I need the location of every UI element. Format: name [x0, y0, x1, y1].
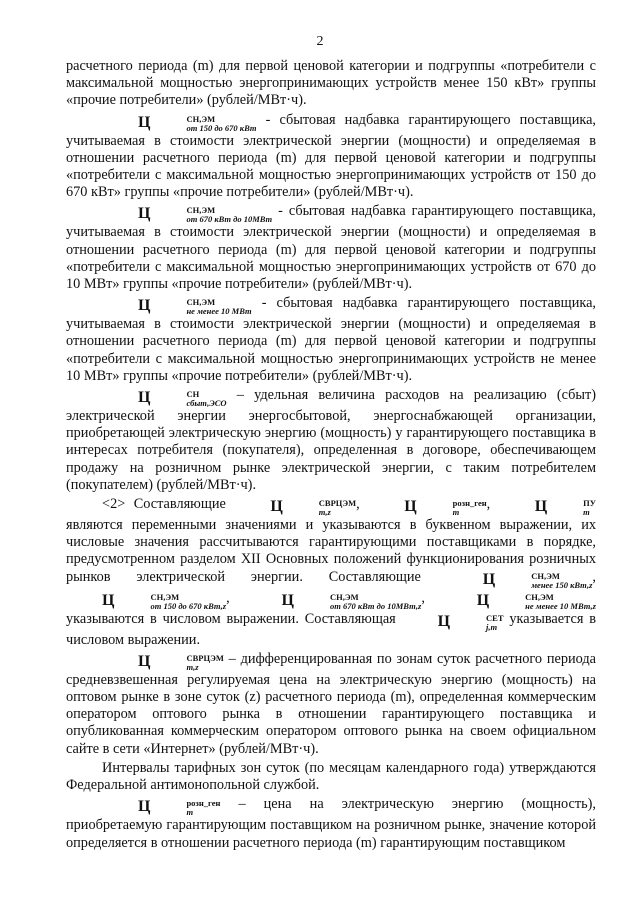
symbol-base: Ц	[534, 498, 548, 516]
symbol-superscript: СН,ЭМ	[531, 570, 560, 581]
symbol-superscript: розн_ген	[186, 798, 221, 809]
symbol-subscript: менее 150 кВт,z	[531, 579, 593, 590]
formula-symbol-2	[102, 206, 272, 224]
separator-comma: ,	[356, 496, 369, 513]
symbol-subscript: m,z	[186, 661, 199, 672]
symbol-subscript: j,m	[486, 621, 498, 632]
paragraph-7-text: Интервалы тарифных зон суток (по месяцам календарного года) утверждаются Федеральной антимонопольной службой.	[66, 759, 596, 794]
page-number: 2	[316, 34, 324, 49]
symbol-base: Ц	[138, 297, 151, 315]
symbol-subscript: сбыт,ЭСО	[186, 398, 227, 409]
separator-comma: ,	[592, 568, 596, 585]
symbol-superscript: СВРЦЭМ	[186, 652, 224, 663]
separator-comma: ,	[226, 589, 246, 606]
formula-symbol-5a	[234, 499, 356, 517]
paragraph-2-text: - сбытовая надбавка гарантирующего поставщика, учитываемая в стоимости электрической энергии (мощности) и определяемая в отношении расчетного периода (m) для первой ценовой категории и подгруппы «потребители с максимальной мощностью энергопринимающих устройств от 670 до 10 МВт» группы «прочие потребители» (рублей/МВт·ч).	[66, 203, 596, 293]
paragraph-1	[66, 112, 596, 202]
symbol-base: Ц	[138, 205, 151, 223]
formula-symbol-5c	[499, 499, 596, 517]
paragraph-3-text: - сбытовая надбавка гарантирующего поставщика, учитываемая в стоимости электрической энергии (мощности) и определяемая в отношении расчетного периода (m) для первой ценовой категории и подгруппы «потребители с максимальной мощностью энергопринимающих устройств не менее 10 МВт» группы «прочие потребители» (рублей/МВт·ч).	[66, 295, 596, 384]
symbol-base: Ц	[138, 113, 151, 131]
paragraph-5-footnote	[66, 496, 596, 649]
paragraph-6	[66, 651, 596, 758]
paragraph-0-text: расчетного периода (m) для первой ценовой категории и подгруппы «потребители с максимальной мощностью энергопринимающих устройств менее 150 кВт» группы «прочие потребители» (рублей/МВт·ч).	[66, 58, 596, 109]
formula-symbol-8	[102, 799, 220, 817]
symbol-superscript: СН,ЭМ	[186, 205, 216, 216]
symbol-subscript: m	[186, 807, 194, 818]
formula-symbol-5d	[447, 572, 593, 590]
symbol-superscript: СН,ЭМ	[329, 591, 359, 602]
symbol-superscript: СН,ЭМ	[150, 591, 180, 602]
formula-symbol-5b	[368, 499, 486, 517]
paragraph-4-text: – удельная величина расходов на реализацию (сбыт) электрической энергии энергосбытовой, энергоснабжающей организации, приобретающей электрическую энергию (мощность) у гарантирующего поставщика в интересах потребителя (покупателя), определенная в договоре, обеспечивающем продажу на розничном рынке электрической энергии, с таким потребителем (покупателем) (рублей/МВт·ч).	[66, 387, 596, 493]
symbol-base: Ц	[437, 612, 451, 630]
symbol-subscript: от 670 кВт до 10МВт	[186, 214, 273, 225]
formula-symbol-3	[102, 298, 252, 316]
paragraph-8	[66, 796, 596, 851]
paragraph-5-text-b: являются переменными значениями и указываются в буквенном выражении, их числовые значения рассчитываются гарантирующими поставщиками в порядке, предусмотренном разделом XII Основных положений функционирования розничных рынков электрической энергии. Составляющие	[66, 517, 596, 585]
symbol-subscript: от 150 до 670 кВт	[186, 122, 257, 133]
paragraph-3	[66, 295, 596, 385]
paragraph-5-text-c: указываются в числовом выражении. Составляющая	[66, 610, 402, 627]
symbol-superscript: СН,ЭМ	[525, 591, 554, 602]
symbol-subscript: не менее 10 МВт,z	[525, 600, 596, 611]
formula-symbol-5g	[441, 593, 596, 611]
symbol-base: Ц	[476, 591, 490, 609]
formula-symbol-5f	[246, 593, 422, 611]
symbol-base: Ц	[138, 798, 151, 816]
formula-symbol-6	[102, 654, 224, 672]
separator-comma: ,	[421, 589, 441, 606]
formula-symbol-4	[102, 390, 227, 408]
symbol-subscript: m,z	[318, 507, 331, 518]
paragraph-0	[66, 58, 596, 110]
symbol-base: Ц	[102, 591, 115, 609]
symbol-superscript: СН,ЭМ	[186, 297, 216, 308]
symbol-superscript: СН,ЭМ	[186, 113, 216, 124]
symbol-subscript: от 670 кВт до 10МВт,z	[329, 600, 422, 611]
paragraph-5-text-d: указывается в числовом выражении.	[66, 610, 597, 648]
separator-comma: ,	[486, 496, 499, 513]
paragraph-7	[66, 760, 596, 794]
symbol-superscript: ПУ	[583, 498, 596, 509]
symbol-base: Ц	[281, 591, 294, 609]
paragraph-5-text-a: <2> Составляющие	[102, 496, 235, 513]
paragraph-4	[66, 387, 596, 494]
symbol-base: Ц	[138, 652, 151, 670]
symbol-base: Ц	[482, 570, 496, 588]
formula-symbol-5h	[402, 614, 504, 632]
formula-symbol-5e	[66, 593, 226, 611]
symbol-superscript: СВРЦЭМ	[318, 498, 357, 509]
symbol-base: Ц	[138, 389, 151, 407]
symbol-subscript: m	[452, 507, 460, 518]
paragraph-1-text: - сбытовая надбавка гарантирующего поставщика, учитываемая в стоимости электрической энергии (мощности) и определяемая в отношении расчетного периода (m) для первой ценовой категории и подгруппы «потребители с максимальной мощностью энергопринимающих устройств от 150 до 670 кВт» группы «прочие потребители» (рублей/МВт·ч).	[66, 111, 596, 201]
symbol-base: Ц	[270, 498, 283, 516]
symbol-subscript: от 150 до 670 кВт,z	[150, 600, 227, 611]
paragraph-8-text: – цена на электрическую энергию (мощность), приобретаемую гарантирующим поставщиком на розничном рынке, значение которой определяется в отношении расчетного периода (m) гарантирующим поставщиком	[66, 796, 596, 851]
paragraph-2	[66, 203, 596, 293]
symbol-superscript: СН	[186, 389, 200, 400]
symbol-subscript: m	[583, 507, 590, 518]
symbol-superscript: СЕТ	[486, 612, 504, 623]
symbol-subscript: не менее 10 МВт	[186, 306, 252, 317]
formula-symbol-1	[102, 115, 256, 133]
document-body	[66, 58, 596, 852]
symbol-superscript: розн_ген	[452, 498, 487, 509]
symbol-base: Ц	[404, 498, 417, 516]
paragraph-6-text: – дифференцированная по зонам суток расчетного периода средневзвешенная регулируемая цена на электрическую энергию (мощность) на оптовом рынке в зоне суток (z) расчетного периода (m), определенная коммерческим оператором оптового рынка в отношении гарантирующего поставщика и опубликованная коммерческим оператором оптового рынка на своем официальном сайте в сети «Интернет» (рублей/МВт·ч).	[66, 650, 596, 757]
